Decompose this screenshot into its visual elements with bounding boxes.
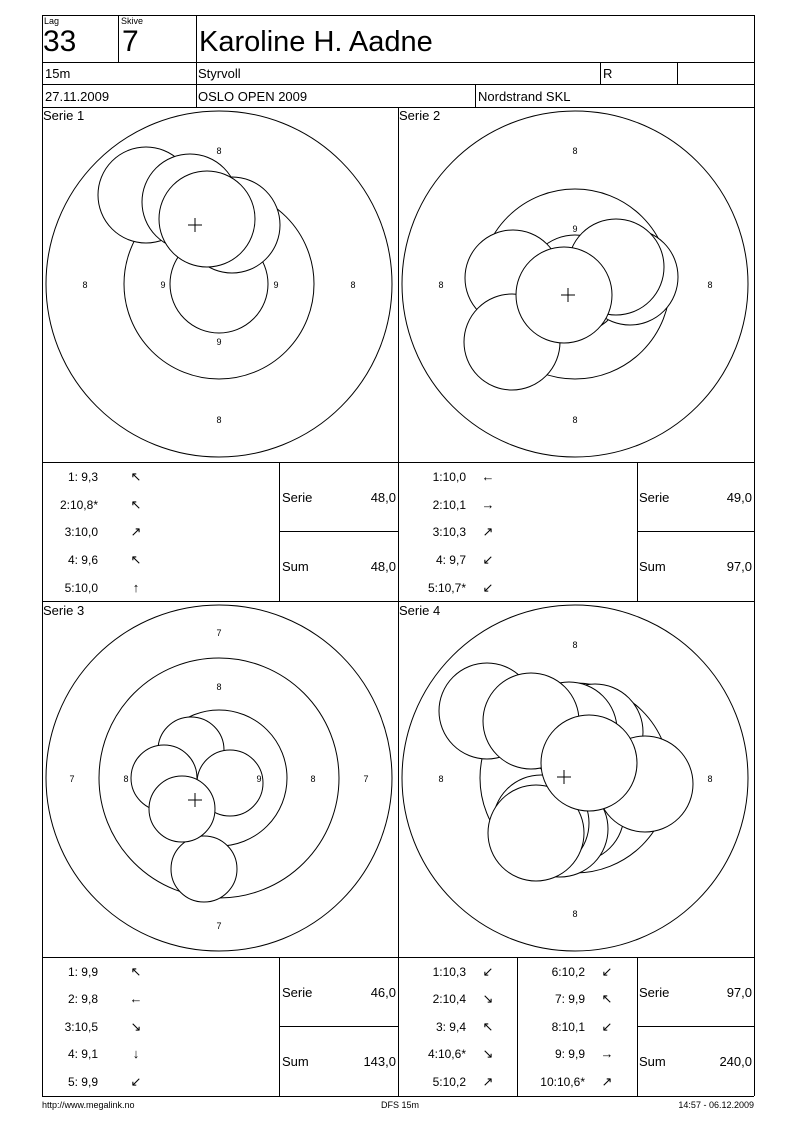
shot-score: 4:10,6* (427, 1047, 466, 1061)
event: OSLO OPEN 2009 (198, 89, 308, 104)
direction-arrow-icon: ↖ (601, 991, 613, 1006)
ring-label: 9 (256, 774, 262, 784)
ring-label: 9 (273, 280, 279, 290)
shot-score: 5: 9,9 (67, 1075, 98, 1089)
class: R (603, 66, 613, 81)
shot-score: 2:10,1 (432, 498, 466, 512)
shot-row (50, 524, 146, 540)
shot-score: 4: 9,7 (435, 553, 466, 567)
shot-score: 3:10,3 (432, 525, 466, 539)
direction-arrow-icon: ↘ (482, 1046, 494, 1061)
ring-label: 8 (216, 415, 222, 425)
ring-label: 9 (160, 280, 166, 290)
ring-label: 8 (438, 774, 444, 784)
series-4-target (398, 601, 754, 957)
shot-score: 1:10,0 (432, 470, 466, 484)
serie-label: Serie (282, 490, 313, 505)
direction-arrow-icon: ↖ (130, 469, 142, 484)
serie-score: 46,0 (370, 985, 396, 1000)
shot-row (408, 1046, 498, 1062)
ring-label: 7 (216, 628, 222, 638)
shot-row (50, 552, 146, 568)
direction-arrow-icon: ↘ (130, 1019, 142, 1034)
direction-arrow-icon: ↖ (130, 552, 142, 567)
shot-score: 2: 9,8 (67, 992, 98, 1006)
series-2-target (398, 107, 754, 462)
series-3-title: Serie 3 (43, 603, 85, 618)
shot-hole (149, 776, 215, 842)
direction-arrow-icon: ← (481, 469, 495, 484)
shot-row (50, 497, 146, 513)
direction-arrow-icon: → (481, 497, 495, 512)
direction-arrow-icon: ↙ (482, 552, 494, 567)
ring-label: 8 (216, 146, 222, 156)
ring-label: 8 (82, 280, 88, 290)
shot-row (50, 1074, 146, 1090)
direction-arrow-icon: ↓ (132, 1046, 140, 1061)
shot-score: 1: 9,3 (67, 470, 98, 484)
shot-row (50, 964, 146, 980)
venue: Nordstrand SKL (478, 89, 571, 104)
ring-label: 7 (216, 921, 222, 931)
direction-arrow-icon: ↙ (601, 964, 613, 979)
serie-label: Serie (282, 985, 313, 1000)
shot-row (525, 1046, 617, 1061)
shot-score: 4: 9,1 (67, 1047, 98, 1061)
lag-value: 33 (43, 25, 77, 58)
direction-arrow-icon: ↖ (130, 497, 142, 512)
shot-row (50, 1019, 146, 1035)
club: Styrvoll (198, 66, 241, 81)
direction-arrow-icon: ↙ (482, 964, 494, 979)
serie-label: Serie (639, 985, 670, 1000)
shot-row (408, 1074, 498, 1090)
serie-score: 48,0 (370, 490, 396, 505)
sum-label: Sum (282, 1054, 309, 1069)
shot-score: 9: 9,9 (554, 1047, 585, 1061)
shot-score: 10:10,6* (540, 1075, 585, 1089)
ring-label: 7 (363, 774, 369, 784)
shot-score: 2:10,8* (59, 498, 98, 512)
footer-timestamp: 14:57 - 06.12.2009 (678, 1100, 754, 1110)
ring-label: 8 (707, 280, 713, 290)
shot-row (525, 1019, 617, 1035)
shot-row (408, 497, 498, 512)
direction-arrow-icon: ↙ (482, 580, 494, 595)
direction-arrow-icon: ↘ (482, 991, 494, 1006)
shot-row (50, 580, 146, 595)
direction-arrow-icon: ↑ (132, 580, 140, 595)
shot-row (408, 1019, 498, 1035)
serie-score: 97,0 (726, 985, 752, 1000)
shot-hole (159, 171, 255, 267)
ring-label: 8 (310, 774, 316, 784)
direction-arrow-icon: ↗ (601, 1074, 613, 1089)
ring-8 (46, 111, 392, 457)
direction-arrow-icon: ← (129, 991, 143, 1006)
sum-score: 48,0 (370, 559, 396, 574)
series-1-target (42, 107, 398, 462)
shot-row (525, 964, 617, 980)
direction-arrow-icon: ↙ (130, 1074, 142, 1089)
ring-label: 8 (572, 640, 578, 650)
shot-score: 6:10,2 (551, 965, 585, 979)
skive-label: Skive (121, 16, 144, 26)
sum-label: Sum (639, 1054, 666, 1069)
skive-value: 7 (122, 25, 139, 58)
shot-row (50, 991, 146, 1006)
shot-row (50, 469, 146, 485)
direction-arrow-icon: ↗ (482, 524, 494, 539)
shot-score: 3:10,0 (64, 525, 98, 539)
ring-label: 7 (69, 774, 75, 784)
sum-score: 240,0 (719, 1054, 752, 1069)
sum-score: 143,0 (363, 1054, 396, 1069)
shot-score: 3:10,5 (64, 1020, 98, 1034)
serie-score: 49,0 (726, 490, 752, 505)
sum-label: Sum (282, 559, 309, 574)
shot-row (408, 964, 498, 980)
direction-arrow-icon: ↙ (601, 1019, 613, 1034)
direction-arrow-icon: ↗ (482, 1074, 494, 1089)
shot-row (408, 552, 498, 568)
ring-label: 8 (572, 909, 578, 919)
direction-arrow-icon: → (600, 1046, 614, 1061)
shot-score: 5:10,0 (64, 581, 98, 595)
direction-arrow-icon: ↗ (130, 524, 142, 539)
shot-row (525, 1074, 617, 1090)
series-1-title: Serie 1 (43, 108, 85, 123)
sum-score: 97,0 (726, 559, 752, 574)
shot-row (525, 991, 617, 1007)
ring-label: 8 (707, 774, 713, 784)
serie-label: Serie (639, 490, 670, 505)
lag-label: Lag (44, 16, 60, 26)
distance: 15m (45, 66, 71, 81)
series-3-target (42, 601, 398, 957)
shot-row (408, 991, 498, 1007)
ring-label: 8 (123, 774, 129, 784)
shot-score: 5:10,7* (427, 581, 466, 595)
footer-discipline: DFS 15m (380, 1100, 419, 1110)
shot-score: 5:10,2 (432, 1075, 466, 1089)
shot-score: 1: 9,9 (67, 965, 98, 979)
direction-arrow-icon: ↖ (130, 964, 142, 979)
shot-score: 4: 9,6 (67, 553, 98, 567)
shot-row (408, 469, 498, 484)
ring-label: 8 (216, 682, 222, 692)
shot-hole (541, 715, 637, 811)
sum-label: Sum (639, 559, 666, 574)
date: 27.11.2009 (45, 89, 110, 104)
ring-label: 8 (350, 280, 356, 290)
shot-row (408, 524, 498, 540)
shooter-name: Karoline H. Aadne (199, 26, 433, 58)
footer-url[interactable]: http://www.megalink.no (42, 1100, 135, 1110)
shot-score: 1:10,3 (432, 965, 466, 979)
shot-score: 8:10,1 (551, 1020, 585, 1034)
shot-row (50, 1046, 146, 1061)
shot-score: 7: 9,9 (554, 992, 585, 1006)
shot-score: 2:10,4 (432, 992, 466, 1006)
shot-row (408, 580, 498, 596)
series-2-title: Serie 2 (399, 108, 441, 123)
ring-label: 8 (572, 415, 578, 425)
shot-score: 3: 9,4 (435, 1020, 466, 1034)
direction-arrow-icon: ↖ (482, 1019, 494, 1034)
ring-label: 8 (572, 146, 578, 156)
ring-label: 8 (438, 280, 444, 290)
ring-label: 9 (572, 224, 578, 234)
series-4-title: Serie 4 (399, 603, 441, 618)
shot-hole (171, 836, 237, 902)
ring-label: 9 (216, 337, 222, 347)
